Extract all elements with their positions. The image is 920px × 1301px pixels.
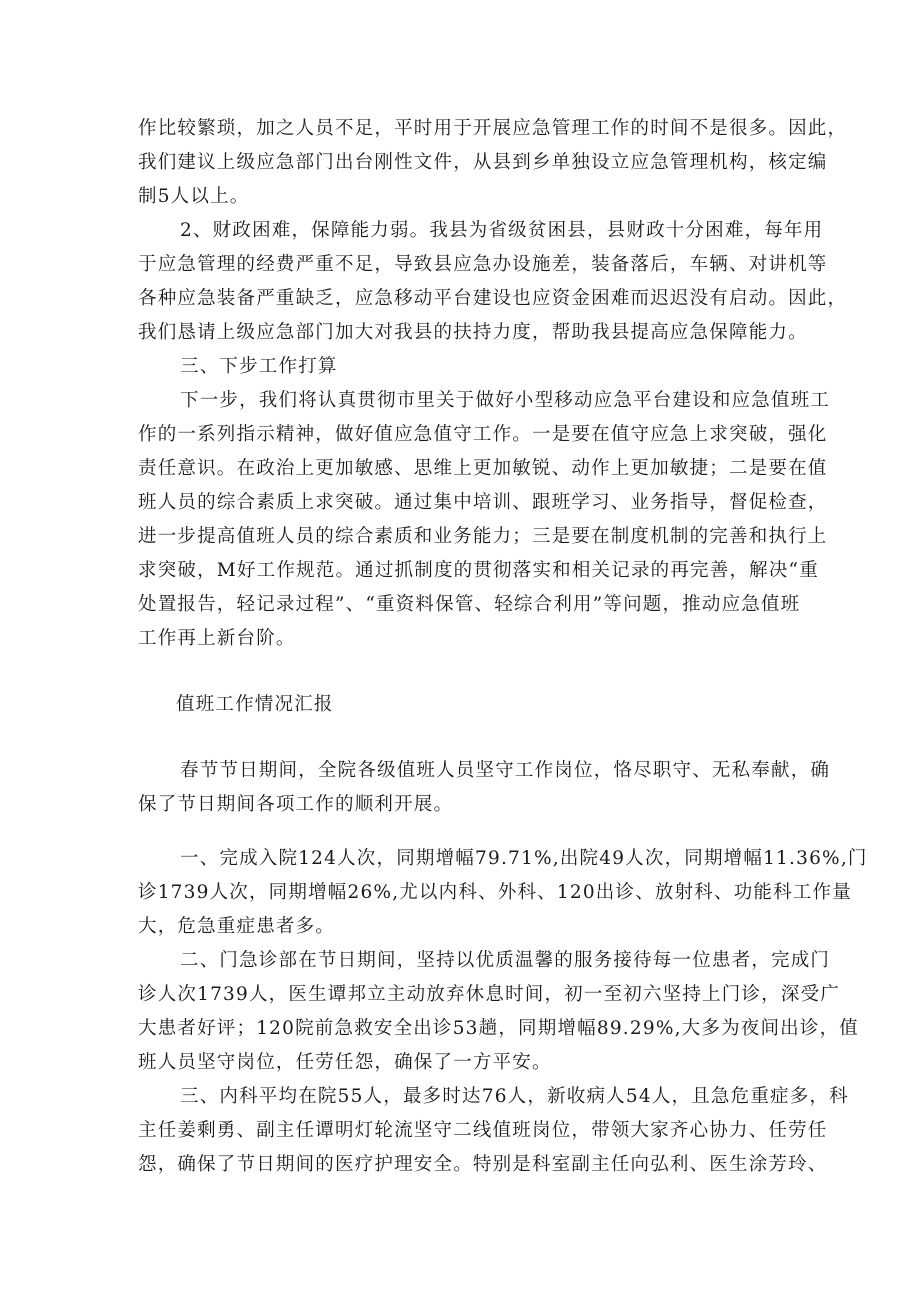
text-line: 春节节日期间，全院各级值班人员坚守工作岗位，恪尽职守、无私奉献，确 <box>180 760 831 781</box>
document-title: 值班工作情况汇报 <box>176 694 334 715</box>
text-line: 一、完成入院124人次，同期增幅79.71%,出院49人次，同期增幅11.36%,门 <box>180 848 868 869</box>
text-line: 保了节日期间各项工作的顺利开展。 <box>138 794 454 815</box>
text-line: 大患者好评；120院前急救安全出诊53趟，同期增幅89.29%,大多为夜间出诊，值 <box>138 1018 859 1039</box>
text-line: 制5人以上。 <box>138 186 250 207</box>
text-line: 二、门急诊部在节日期间，坚持以优质温馨的服务接待每一位患者，完成门 <box>180 950 831 971</box>
text-line: 诊1739人次，同期增幅26%,尤以内科、外科、120出诊、放射科、功能科工作量 <box>138 882 852 903</box>
text-line: 作比较繁琐，加之人员不足，平时用于开展应急管理工作的时间不是很多。因此， <box>138 118 848 139</box>
text-line: 班人员的综合素质上求突破。通过集中培训、跟班学习、业务指导，督促检查， <box>138 492 828 513</box>
text-line: 下一步，我们将认真贯彻市里关于做好小型移动应急平台建设和应急值班工 <box>180 390 831 411</box>
text-line: 班人员坚守岗位，任劳任怨，确保了一方平安。 <box>138 1052 552 1073</box>
text-line: 进一步提高值班人员的综合素质和业务能力；三是要在制度机制的完善和执行上 <box>138 526 828 547</box>
text-line: 2、财政困难，保障能力弱。我县为省级贫困县，县财政十分困难，每年用 <box>180 220 824 241</box>
text-line: 于应急管理的经费严重不足，导致县应急办设施差，装备落后，车辆、对讲机等 <box>138 254 828 275</box>
section-heading: 三、下步工作打算 <box>180 356 338 377</box>
text-line: 工作再上新台阶。 <box>138 628 296 649</box>
text-line: 我们恳请上级应急部门加大对我县的扶持力度，帮助我县提高应急保障能力。 <box>138 322 808 343</box>
text-line: 各种应急装备严重缺乏，应急移动平台建设也应资金困难而迟迟没有启动。因此， <box>138 288 848 309</box>
text-line: 大，危急重症患者多。 <box>138 916 336 937</box>
text-line: 诊人次1739人，医生谭邦立主动放弃休息时间，初一至初六坚持上门诊，深受广 <box>138 984 840 1005</box>
text-line: 作的一系列指示精神，做好值应急值守工作。一是要在值守应急上求突破，强化 <box>138 424 828 445</box>
text-line: 我们建议上级应急部门出台刚性文件，从县到乡单独设立应急管理机构，核定编 <box>138 152 828 173</box>
text-line: 三、内科平均在院55人，最多时达76人，新收病人54人，且急危重症多，科 <box>180 1086 849 1107</box>
text-line: 求突破，M好工作规范。通过抓制度的贯彻落实和相关记录的再完善，解决“重 <box>138 560 819 581</box>
text-line: 主任姜剩勇、副主任谭明灯轮流坚守二线值班岗位，带领大家齐心协力、任劳任 <box>138 1120 828 1141</box>
text-line: 怨，确保了节日期间的医疗护理安全。特别是科室副主任向弘利、医生涂芳玲、 <box>138 1154 828 1175</box>
text-line: 处置报告，轻记录过程”、“重资料保管、轻综合利用”等问题，推动应急值班 <box>138 594 801 615</box>
text-line: 责任意识。在政治上更加敏感、思维上更加敏锐、动作上更加敏捷；二是要在值 <box>138 458 828 479</box>
